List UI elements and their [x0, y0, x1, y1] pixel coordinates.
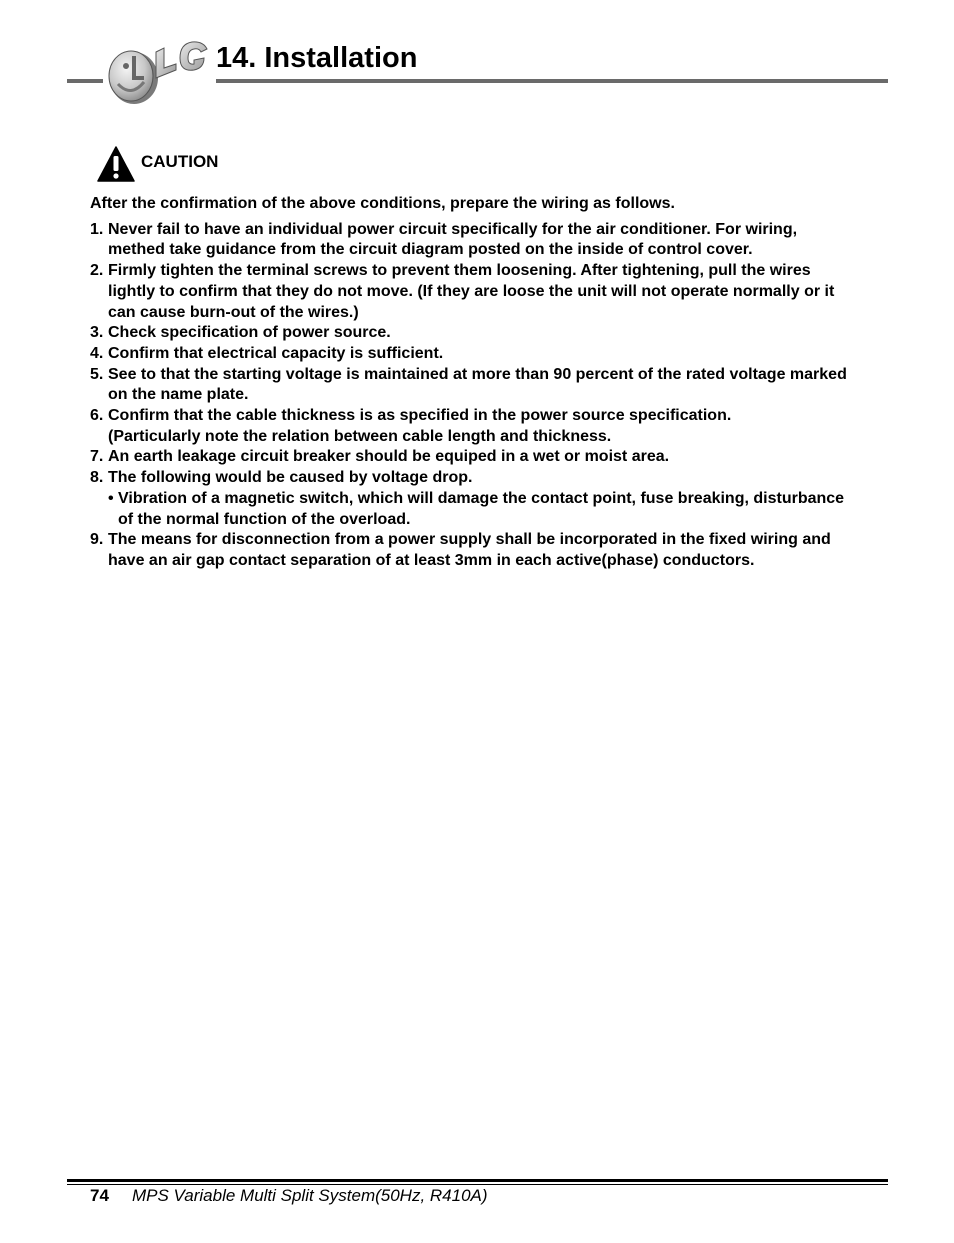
- item-number: 1.: [90, 220, 104, 238]
- item-number: 5.: [90, 365, 104, 383]
- item-line: Check specification of power source.: [108, 324, 391, 342]
- page-title: 14. Installation: [216, 42, 418, 74]
- item-line: The following would be caused by voltage drop.: [108, 469, 473, 487]
- intro-text: After the confirmation of the above conditions, prepare the wiring as follows.: [90, 195, 675, 212]
- list-item: [90, 406, 880, 447]
- item-line: methed take guidance from the circuit diagram posted on the inside of control cover.: [108, 241, 753, 259]
- item-line: Never fail to have an individual power circuit specifically for the air conditioner. For wiring,: [108, 220, 798, 238]
- item-number: 6.: [90, 407, 104, 425]
- bullet-item: [108, 489, 880, 530]
- document-title: MPS Variable Multi Split System(50Hz, R410A): [132, 1186, 488, 1205]
- bullet-line: of the normal function of the overload.: [118, 510, 411, 528]
- item-line: on the name plate.: [108, 386, 249, 404]
- item-number: 4.: [90, 344, 104, 362]
- item-number: 7.: [90, 448, 104, 466]
- item-line: Confirm that the cable thickness is as specified in the power source specification.: [108, 407, 732, 425]
- item-line: Confirm that electrical capacity is sufficient.: [108, 344, 444, 362]
- list-item: [90, 261, 880, 323]
- lg-logo-icon: [104, 38, 216, 108]
- item-line: lightly to confirm that they do not move. (If they are loose the unit will not operate normally or it: [108, 282, 835, 300]
- instructions: [90, 194, 880, 572]
- list-item: [90, 365, 880, 406]
- list-item: [90, 344, 880, 365]
- footer-rule: [67, 1179, 888, 1182]
- item-number: 3.: [90, 324, 104, 342]
- header-rule-left: [67, 79, 103, 83]
- item-number: 9.: [90, 531, 104, 549]
- caution-label: CAUTION: [141, 152, 219, 171]
- item-number: 2.: [90, 262, 104, 280]
- list-item: [90, 447, 880, 468]
- list-item: [90, 220, 880, 261]
- bullet-line: Vibration of a magnetic switch, which will damage the contact point, fuse breaking, disturbance: [118, 489, 845, 507]
- item-line: The means for disconnection from a power supply shall be incorporated in the fixed wiring and: [108, 531, 831, 549]
- item-line: See to that the starting voltage is maintained at more than 90 percent of the rated voltage marked: [108, 365, 847, 383]
- item-line: can cause burn-out of the wires.): [108, 303, 359, 321]
- item-number: 8.: [90, 469, 104, 487]
- item-line: (Particularly note the relation between cable length and thickness.: [108, 427, 612, 445]
- bullet-mark: •: [108, 489, 114, 507]
- list-item: [90, 468, 880, 489]
- list-item: [90, 323, 880, 344]
- item-line: have an air gap contact separation of at least 3mm in each active(phase) conductors.: [108, 551, 755, 569]
- warning-triangle-icon: [97, 146, 135, 182]
- item-line: An earth leakage circuit breaker should be equiped in a wet or moist area.: [108, 448, 670, 466]
- page-number: 74: [90, 1186, 109, 1205]
- header-rule-right: [216, 79, 888, 83]
- list-item: [90, 530, 880, 571]
- item-line: Firmly tighten the terminal screws to prevent them loosening. After tightening, pull the wires: [108, 262, 811, 280]
